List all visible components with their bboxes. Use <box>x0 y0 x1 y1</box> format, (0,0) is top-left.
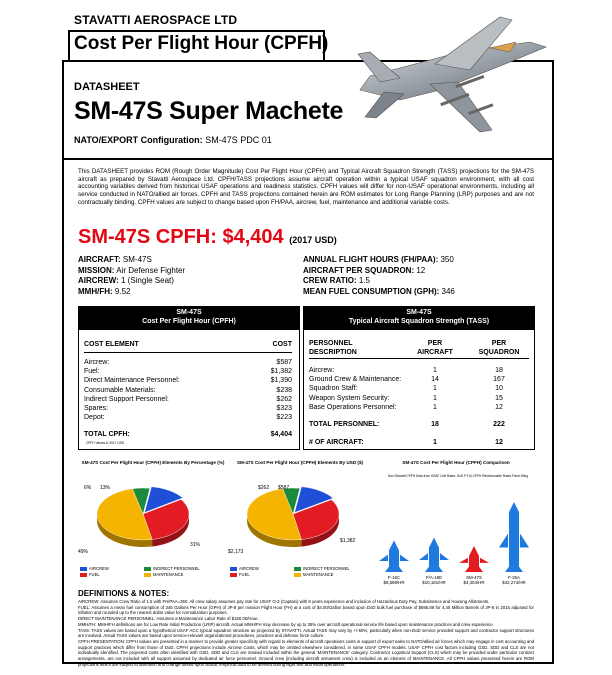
spec-fuel-consumption: MEAN FUEL CONSUMPTION (GPH): 346 <box>303 286 455 296</box>
table-row: Fuel: $1,382 <box>84 368 292 376</box>
pie1-legend <box>80 566 200 578</box>
indirect-swatch <box>294 567 301 571</box>
pie-data-label: $1,382 <box>340 538 356 544</box>
specs-left <box>78 255 185 297</box>
bar-value-label: $4,404/HR <box>463 580 485 585</box>
pie-chart-usd <box>228 478 378 558</box>
definitions-heading: DEFINITIONS & NOTES: <box>78 589 170 598</box>
tass-total-row: TOTAL PERSONNEL: 18 222 <box>309 421 505 428</box>
table-row: Ground Crew & Maintenance: 14 167 <box>309 376 505 384</box>
table-row: Aircrew: $587 <box>84 359 292 366</box>
bar-category-label: F-35A <box>508 575 520 580</box>
def-cpfh-presentation: CPFH PRESENTATION: CPFH values are presented in a manner to provide greater specificity with regard to elements of aircraft operations costs in support of export sales to NATO/allied air forces which may engage in cost accounting and support practices which differ from those of DoD. CPFH projections include Aircrew Costs, which may be omitted elsewhere considered, in some USAF CPFH models. USAF CPFH cost factors including GSD, SDD and CLS are not individually identified. The projected costs often identified with GSD, SDD and CLS are instead included within the general 'MAINTENANCE' category. Contractor Logistical Support (CLS) which may be provided under particular contract arrangements, are not included with all support assumed by dedicated air force personnel. Ground crew (including aircraft armament crew) is included as an element of MAINTENANCE. All CPFH values presented herein are ROM projections which are subject to alteration and change based upon actual, empirical data to be derived during flight test and initial operations. <box>78 638 534 667</box>
fuel-swatch <box>80 573 87 577</box>
legend-row: FUEL MAINTENANCE <box>80 572 200 578</box>
tass-col-per-squadron: PER SQUADRON <box>478 340 520 356</box>
pie-chart-percentage <box>78 478 228 558</box>
intro-divider <box>62 158 552 160</box>
tass-rows <box>309 366 529 412</box>
spec-aircraft-per-squadron: AIRCRAFT PER SQUADRON: 12 <box>303 265 426 275</box>
spec-aircrew: AIRCREW: 1 (Single Seat) <box>78 276 174 286</box>
table-row: Squadron Staff: 1 10 <box>309 385 503 393</box>
bar-value-label: $42,274/HR <box>502 580 526 585</box>
pie-data-label: $262 <box>258 485 270 491</box>
tass-col-personnel: PERSONNEL DESCRIPTION <box>309 340 357 356</box>
company-name: STAVATTI AEROSPACE LTD <box>74 13 238 27</box>
bar-value-label: $8,598/HR <box>383 580 405 585</box>
table-row: Indirect Support Personnel: $262 <box>84 395 292 403</box>
maintenance-swatch <box>294 573 301 577</box>
jet-illustration <box>340 12 552 152</box>
def-mmh: MMH/FH: MMH/FH definitions are for Low Rate Initial Production (LRIP) aircraft. Actual MMH/FH may decrease by up to 35% over aircraft operational service life based upon maintenance practices and crew experience. <box>78 621 494 627</box>
pie-data-label: 31% <box>190 542 201 548</box>
table-row: Spares: $323 <box>84 405 292 413</box>
tass-col-per-aircraft: PER AIRCRAFT <box>417 340 453 356</box>
aircraft-name: SM-47S Super Machete <box>74 97 344 125</box>
cpfh-value: SM-47S CPFH: $4,404 <box>78 226 284 248</box>
cost-rows <box>84 358 292 422</box>
def-fuel: FUEL: Assumes a mean fuel consumption of 346 Gallons Per Hour (GPH) of JP-8 per mission Flight Hour (FH) at a cost of $4.00/Gallon based upon DoD bulk fuel purchase of $695.88 for 4,45 Million Barrels of JP-8 in 2015 adjusted for inflation and rounded up to the nearest dollar value for normalization purposes. <box>78 604 534 616</box>
jet-bar-sm-47s <box>459 546 489 572</box>
pie-data-label: $587 <box>278 485 290 491</box>
table-row: Depot: $223 <box>84 414 292 422</box>
spec-flight-hours: ANNUAL FLIGHT HOURS (FH/PAA): 350 <box>303 255 454 264</box>
pie2-legend <box>230 566 350 578</box>
indirect-swatch <box>144 567 151 571</box>
cpfh-comparison-chart <box>378 484 536 590</box>
cost-header-rule <box>84 352 292 353</box>
jet-bar-f-16c <box>379 540 409 572</box>
bar-category-label: SM-47S <box>466 575 482 580</box>
fuel-swatch <box>230 573 237 577</box>
bar-subtitle: Non-Stavatti CPFH Data from USAF Unit Rates. DoD FY14 CPFH Reimbursable Rates Fixed Wing <box>388 474 528 478</box>
configuration-line <box>74 135 272 145</box>
pie2-title: SM-47S Cost Per Flight Hour (CPFH) Elements By USD ($) <box>236 460 364 465</box>
cpfh-note: (2017 USD) <box>289 235 337 245</box>
intro-paragraph: This DATASHEET provides ROM (Rough Order Magnitude) Cost Per Flight Hour (CPFH) and Typical Aircraft Squadron Strength (TASS) projections for the SM-47S aircraft as prepared by Stavatti Aerospace Ltd. CPFH/TASS projections assume aircraft operation within a typical USAF squadron environment, with all cost accounting variables derived from historical USAF operations and readiness statistics. CPFH values will differ for non-USAF operational environments, including all service conducted in NATO/allied air forces. CPFH and TASS projections contained herein are ROM estimates for Long Range Planning (LRP) purposes and are not contractually binding. CPFH values are subject to change based upon FH/PAA, aircrew, fuel, maintenance and additional variable costs. <box>78 168 534 206</box>
def-aircrew: AIRCREW: Assumes Crew Ratio of 1.5 with FH/PAA=350. All crew salary assumes pay rate for USAF O-3 (Captain) with 8 years experience and inclusion of Hazardous Duty Pay, Subsistence and Housing Allotments. <box>78 599 490 604</box>
tass-table-header: SM-47S Typical Aircraft Squadron Strength (TASS) <box>303 306 535 330</box>
definitions-section <box>78 589 534 667</box>
bar-value-label: $10,181/HR <box>422 580 446 585</box>
spec-aircraft: AIRCRAFT: SM-47S <box>78 255 152 264</box>
jet-bar-f-35a <box>499 502 529 572</box>
page-title: Cost Per Flight Hour (CPFH) <box>74 33 329 54</box>
tass-header-rule <box>309 358 529 359</box>
cost-table-header: SM-47S Cost Per Flight Hour (CPFH) <box>78 306 300 330</box>
def-maintenance: DIRECT MAINTENANCE PERSONNEL: Assumes a Maintenance Labor Rate of $150.00/Hour. <box>78 616 259 622</box>
spec-mission: MISSION: Air Defense Fighter <box>78 265 186 275</box>
datasheet-label: DATASHEET <box>74 81 140 93</box>
tass-aircraft-row: # OF AIRCRAFT: 1 12 <box>309 439 503 446</box>
bar-title: SM-47S Cost Per Flight Hour (CPFH) Comparison <box>402 460 510 465</box>
legend-row: AIRCREW INDIRECT PERSONNEL <box>80 566 200 572</box>
aircrew-swatch <box>80 567 87 571</box>
pie1-title: SM-47S Cost Per Flight Hour (CPFH) Elements By Percentage (%) <box>81 460 225 465</box>
def-tass: TASS: TASS values are based upon a hypothetical USAF ACC typical squadron structure as projected by STAVATTI. Actual TASS may vary by +/-50%, particularly when non-DoD service provided support and contractor support structures are involved. Actual TASS values are based upon service-relevant organizational procedures, practices and defense force culture. <box>78 627 534 639</box>
table-row: Consumable Materials: $238 <box>84 386 292 394</box>
config-value: SM-47S PDC 01 <box>205 135 272 145</box>
legend-row: AIRCREW INDIRECT PERSONNEL <box>230 566 350 572</box>
maintenance-swatch <box>144 573 151 577</box>
cost-footnote: CPFH Values in 2017 USD <box>86 441 125 445</box>
pie-data-label: 13% <box>100 485 111 491</box>
table-row: Direct Maintenance Personnel: $1,390 <box>84 377 292 385</box>
pie-data-label: 6% <box>84 485 92 491</box>
spec-crew-ratio: CREW RATIO: 1.5 <box>303 276 370 286</box>
cost-total-row: TOTAL CPFH: $4,404 <box>84 431 292 438</box>
cpfh-headline <box>78 226 337 249</box>
aircrew-swatch <box>230 567 237 571</box>
specs-right <box>303 255 455 297</box>
bar-category-label: F-16C <box>387 575 401 580</box>
table-row: Aircrew: 1 18 <box>309 367 503 374</box>
table-row: Weapon System Security: 1 15 <box>309 394 503 402</box>
cost-col-element: COST ELEMENT <box>84 341 139 348</box>
pie-data-label: 49% <box>78 549 89 555</box>
legend-row: FUEL MAINTENANCE <box>230 572 350 578</box>
pie-data-label: $2,173 <box>228 549 244 555</box>
cost-col-cost: COST <box>272 341 292 348</box>
jet-bar-f-a-18e <box>419 538 449 572</box>
table-row: Base Operations Personnel: 1 12 <box>309 403 503 411</box>
config-label: NATO/EXPORT Configuration: <box>74 135 203 145</box>
spec-mmh: MMH/FH: 9.52 <box>78 286 131 296</box>
bar-category-label: F/A-18E <box>425 575 443 580</box>
